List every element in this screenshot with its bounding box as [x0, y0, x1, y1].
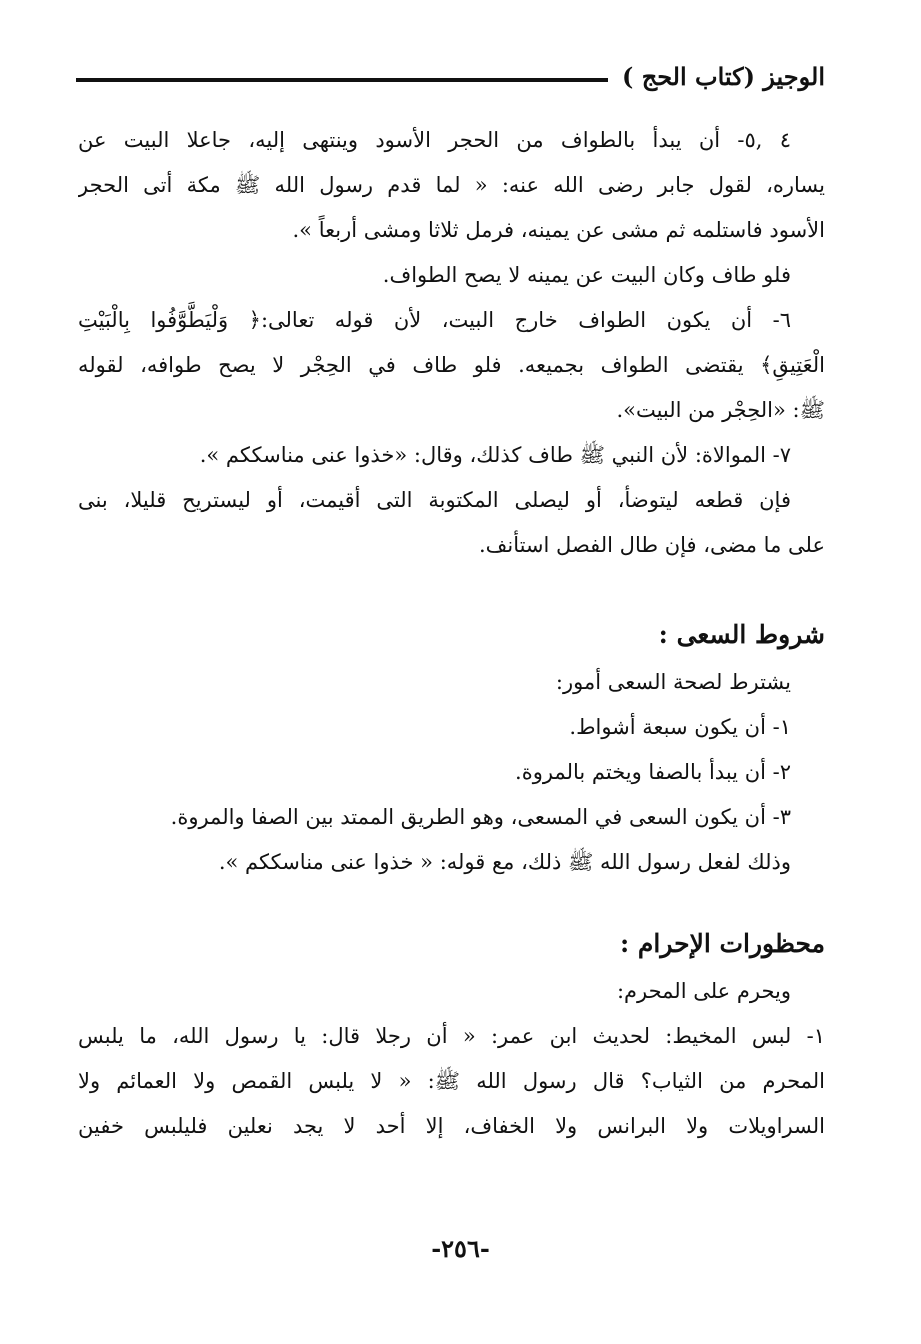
list-item: ٣- أن يكون السعى في المسعى، وهو الطريق الممتد بين الصفا والمروة.	[170, 805, 791, 829]
paragraph-line: ٤ ,٥- أن يبدأ بالطواف من الحجر الأسود وينتهى إليه، جاعلا البيت عن	[78, 128, 791, 152]
paragraph-line: ويحرم على المحرم:	[616, 979, 791, 1003]
header-rule	[76, 78, 608, 82]
paragraph-line: الأسود فاستلمه ثم مشى عن يمينه، فرمل ثلاثا ومشى أربعاً ».	[292, 218, 825, 242]
list-item: ١- أن يكون سبعة أشواط.	[569, 715, 791, 739]
paragraph-line: ٧- الموالاة: لأن النبي ﷺ طاف كذلك، وقال: «خذوا عنى مناسككم ».	[199, 443, 791, 467]
header-title: الوجيز (كتاب الحج )	[621, 61, 825, 91]
paragraph-line: ﷺ: «الحِجْر من البيت».	[616, 398, 825, 422]
paragraph-line: الْعَتِيقِ﴾ يقتضى الطواف بجميعه. فلو طاف في الحِجْر لا يصح طوافه، لقوله	[78, 353, 825, 377]
paragraph-line: فلو طاف وكان البيت عن يمينه لا يصح الطواف.	[382, 263, 791, 287]
section-heading-ihram: محظورات الإحرام :	[619, 929, 825, 958]
page-body	[78, 118, 825, 1149]
paragraph-line: وذلك لفعل رسول الله ﷺ ذلك، مع قوله: « خذوا عنى مناسككم ».	[218, 850, 791, 874]
paragraph-line: فإن قطعه ليتوضأ، أو ليصلى المكتوبة التى أقيمت، أو ليستريح قليلا، بنى	[78, 488, 791, 512]
paragraph-line: السراويلات ولا البرانس ولا الخفاف، إلا أحد لا يجد نعلين فليلبس خفين	[78, 1114, 825, 1138]
section-gap	[78, 885, 825, 919]
paragraph-line: على ما مضى، فإن طال الفصل استأنف.	[478, 533, 825, 557]
running-header	[76, 56, 825, 96]
paragraph-line: يساره، لقول جابر رضى الله عنه: « لما قدم رسول الله ﷺ مكة أتى الحجر	[78, 173, 825, 197]
section-gap	[78, 568, 825, 610]
page-number: -٢٥٦-	[431, 1234, 490, 1263]
section-heading-sai: شروط السعى :	[658, 620, 825, 649]
paragraph-line: المحرم من الثياب؟ قال رسول الله ﷺ: « لا يلبس القمص ولا العمائم ولا	[78, 1069, 825, 1093]
paragraph-line: يشترط لصحة السعى أمور:	[555, 670, 791, 694]
paragraph-line: ٦- أن يكون الطواف خارج البيت، لأن قوله تعالى:﴿ وَلْيَطَّوَّفُوا بِالْبَيْتِ	[78, 308, 791, 332]
list-item: ٢- أن يبدأ بالصفا ويختم بالمروة.	[515, 760, 791, 784]
list-item: ١- لبس المخيط: لحديث ابن عمر: « أن رجلا قال: يا رسول الله، ما يلبس	[78, 1024, 825, 1048]
